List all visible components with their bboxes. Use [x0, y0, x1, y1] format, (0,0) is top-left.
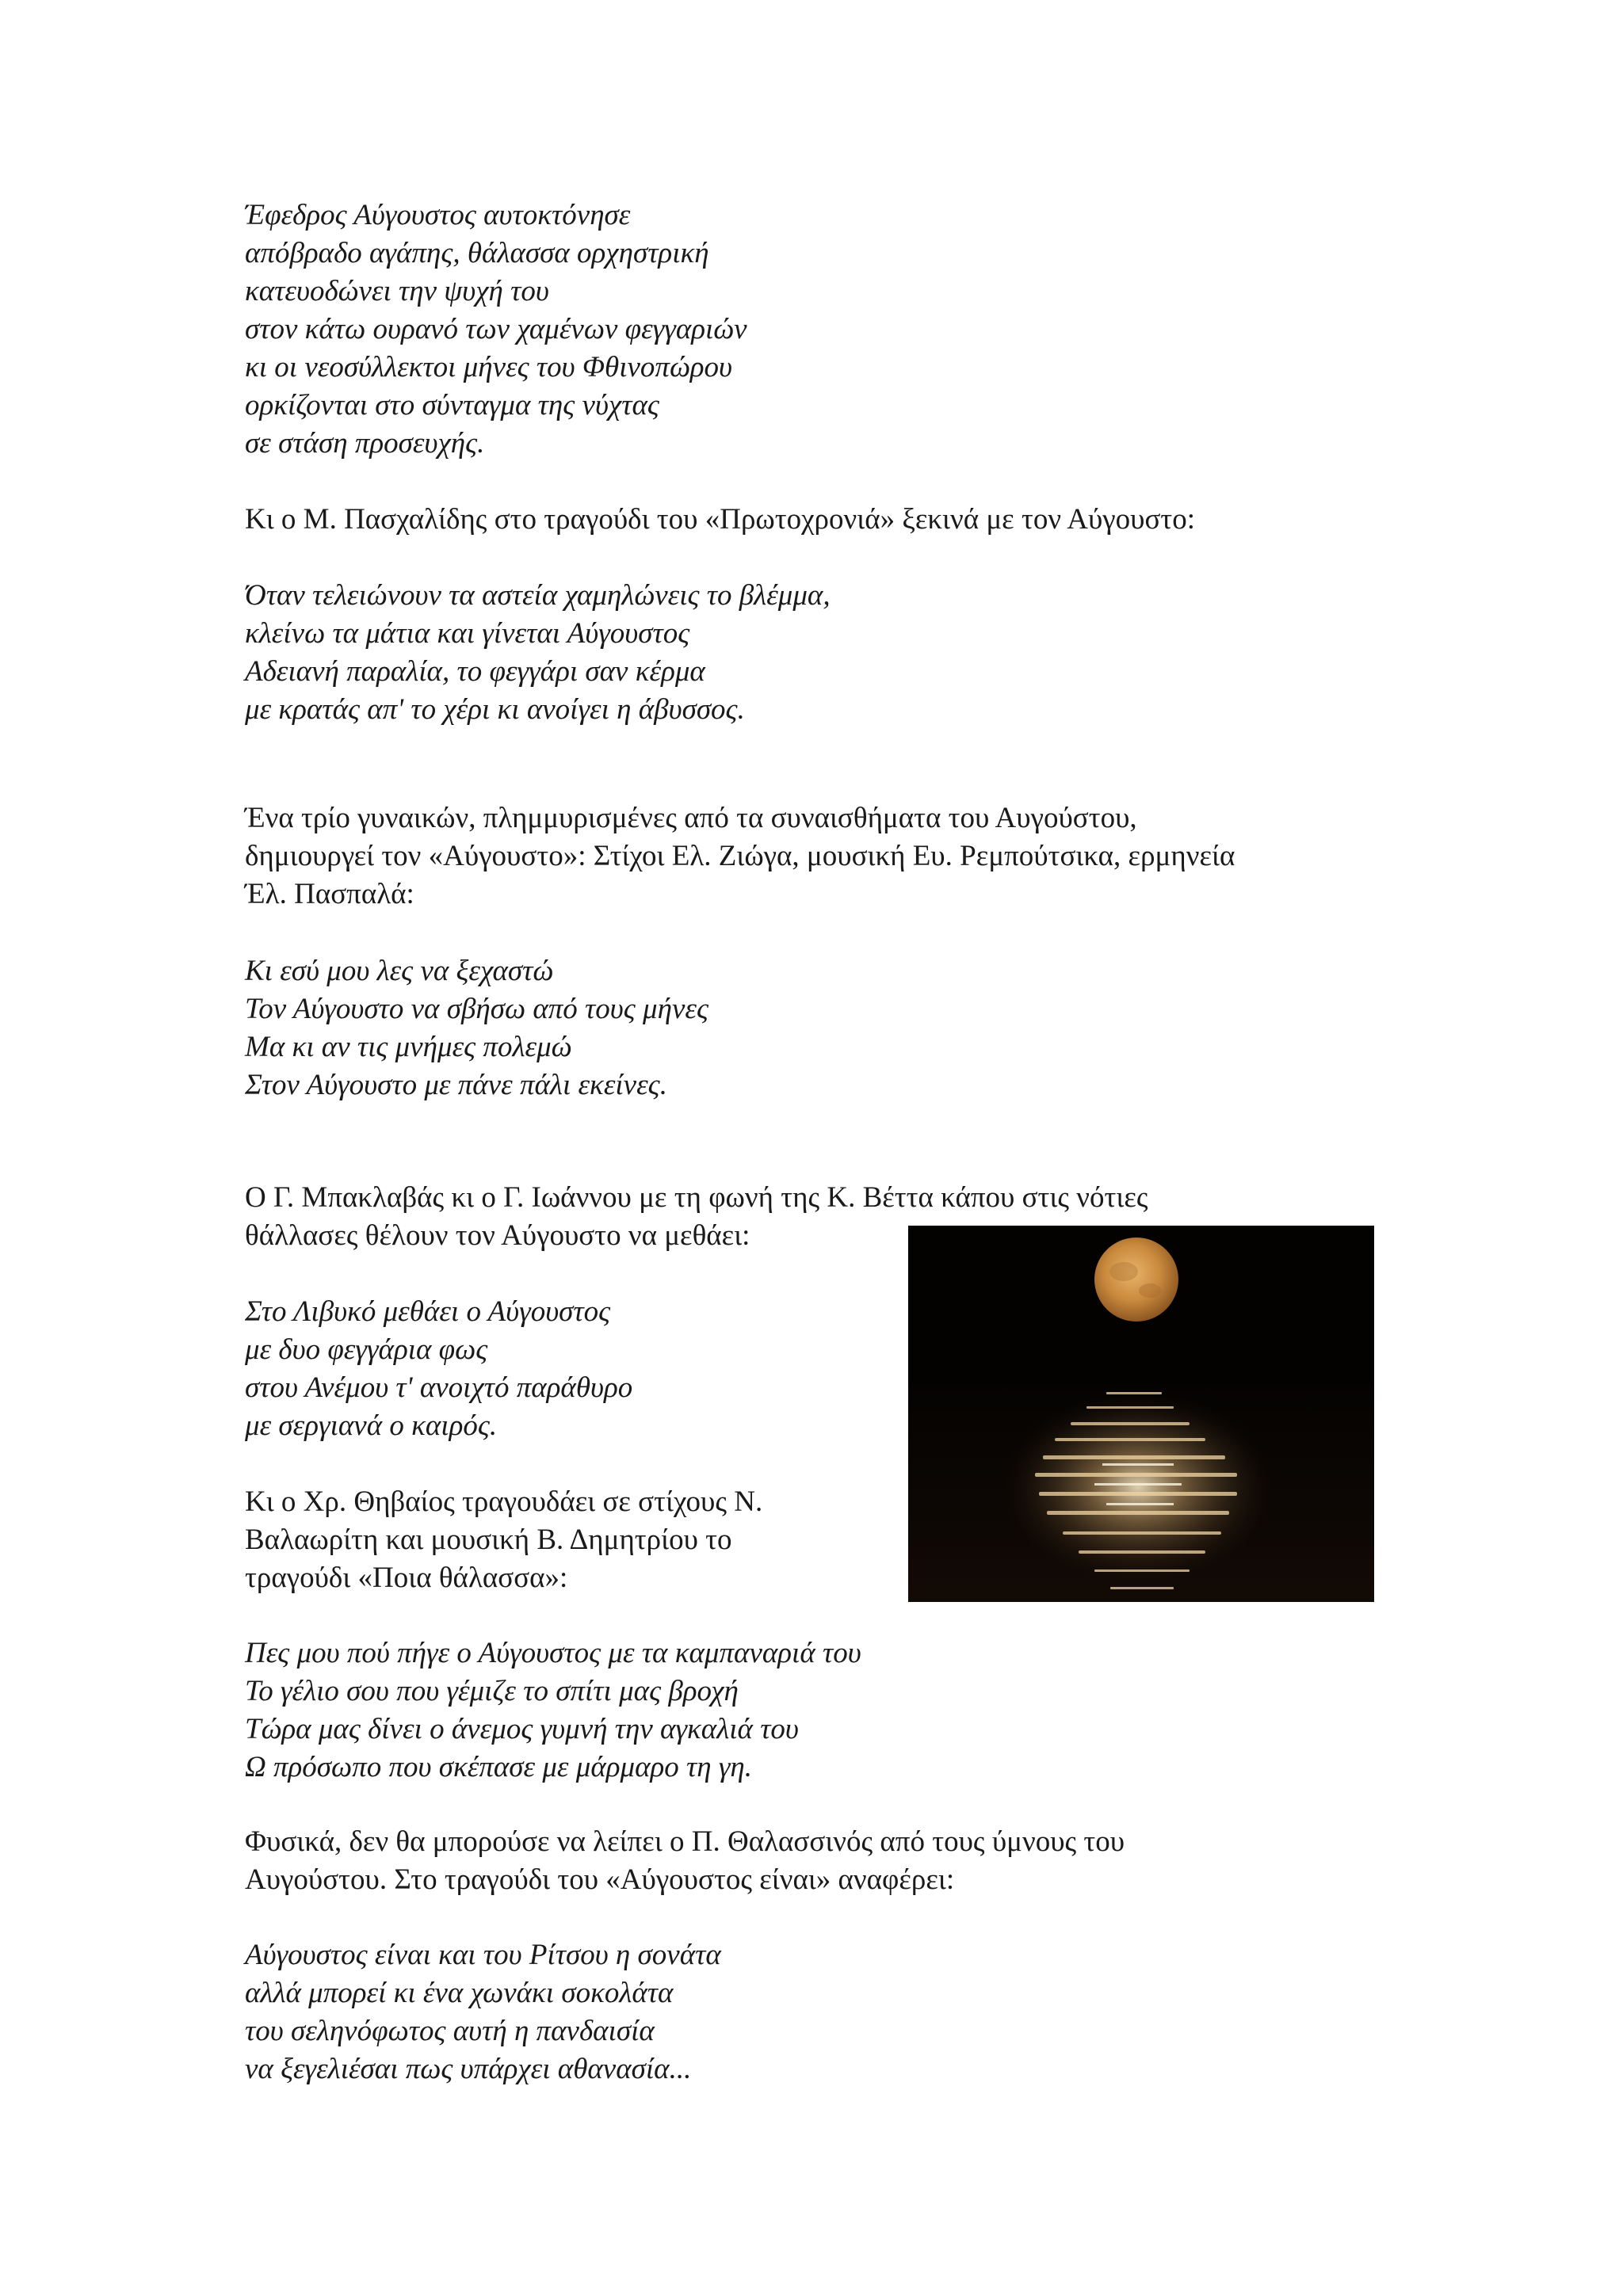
verse-line: Πες μου πού πήγε ο Αύγουστος με τα καμπαναριά του	[245, 1637, 861, 1669]
verse-line: Το γέλιο σου που γέμιζε το σπίτι μας βροχή	[245, 1675, 739, 1707]
poem-excerpt-5	[245, 1634, 1386, 1787]
paragraph-1	[245, 501, 1386, 539]
poem-excerpt-2	[245, 577, 1386, 729]
poem-excerpt-3	[245, 952, 1386, 1104]
poem-excerpt-6	[245, 1936, 1386, 2088]
paragraph-line: Ο Γ. Μπακλαβάς κι ο Γ. Ιωάννου με τη φωνή της Κ. Βέττα κάπου στις νότιες	[245, 1181, 1148, 1214]
verse-line: Ω πρόσωπο που σκέπασε με μάρμαρο τη γη.	[245, 1751, 753, 1783]
verse-line: στον κάτω ουρανό των χαμένων φεγγαριών	[245, 313, 747, 345]
moon-icon	[1094, 1238, 1178, 1322]
poem-excerpt-1	[245, 196, 1386, 463]
paragraph-line: Ένα τρίο γυναικών, πλημμυρισμένες από τα συναισθήματα του Αυγούστου,	[245, 802, 1137, 834]
paragraph-line: Κι ο Χρ. Θηβαίος τραγουδάει σε στίχους Ν.	[245, 1486, 763, 1518]
verse-line: κι οι νεοσύλλεκτοι μήνες του Φθινοπώρου	[245, 351, 733, 383]
verse-line: στου Ανέμου τ' ανοιχτό παράθυρο	[245, 1371, 633, 1404]
verse-line: Τον Αύγουστο να σβήσω από τους μήνες	[245, 993, 708, 1025]
paragraph-2	[245, 799, 1386, 913]
verse-line: αλλά μπορεί κι ένα χωνάκι σοκολάτα	[245, 1977, 674, 2009]
verse-line: με κρατάς απ' το χέρι κι ανοίγει η άβυσσος.	[245, 693, 745, 726]
verse-line: Μα κι αν τις μνήμες πολεμώ	[245, 1031, 572, 1063]
paragraph-line: Έλ. Πασπαλά:	[245, 878, 414, 910]
verse-line: με σεργιανά ο καιρός.	[245, 1409, 498, 1442]
verse-line: σε στάση προσευχής.	[245, 427, 485, 460]
verse-line: με δυο φεγγάρια φως	[245, 1333, 488, 1366]
verse-line: να ξεγελιέσαι πως υπάρχει αθανασία...	[245, 2053, 692, 2085]
paragraph-line: Αυγούστου. Στο τραγούδι του «Αύγουστος είναι» αναφέρει:	[245, 1863, 955, 1896]
verse-line: Όταν τελειώνουν τα αστεία χαμηλώνεις το βλέμμα,	[245, 579, 831, 612]
paragraph-line: Φυσικά, δεν θα μπορούσε να λείπει ο Π. Θαλασσινός από τους ύμνους του	[245, 1825, 1125, 1858]
paragraph-line: δημιουργεί τον «Αύγουστο»: Στίχοι Ελ. Ζιώγα, μουσική Ευ. Ρεμπούτσικα, ερμηνεία	[245, 840, 1235, 872]
paragraph-line: τραγούδι «Ποια θάλασσα»:	[245, 1562, 568, 1594]
paragraph-line: Κι ο Μ. Πασχαλίδης στο τραγούδι του «Πρωτοχρονιά» ξεκινά με τον Αύγουστο:	[245, 503, 1196, 536]
moon-photo-illustration	[908, 1226, 1374, 1602]
verse-line: Στον Αύγουστο με πάνε πάλι εκείνες.	[245, 1069, 667, 1101]
paragraph-line: θάλλασες θέλουν τον Αύγουστο να μεθάει:	[245, 1219, 750, 1252]
paragraph-5	[245, 1823, 1386, 1899]
verse-line: Αύγουστος είναι και του Ρίτσου η σονάτα	[245, 1939, 721, 1971]
verse-line: Αδειανή παραλία, το φεγγάρι σαν κέρμα	[245, 655, 705, 688]
verse-line: Τώρα μας δίνει ο άνεμος γυμνή την αγκαλιά του	[245, 1713, 799, 1745]
paragraph-line: Βαλαωρίτη και μουσική Β. Δημητρίου το	[245, 1524, 732, 1556]
verse-line: Κι εσύ μου λες να ξεχαστώ	[245, 955, 554, 987]
verse-line: απόβραδο αγάπης, θάλασσα ορχηστρική	[245, 237, 709, 269]
verse-line: Έφεδρος Αύγουστος αυτοκτόνησε	[245, 199, 631, 231]
verse-line: του σεληνόφωτος αυτή η πανδαισία	[245, 2015, 655, 2047]
full-moon-over-sea-photo	[908, 1226, 1374, 1602]
verse-line: ορκίζονται στο σύνταγμα της νύχτας	[245, 389, 659, 421]
verse-line: Στο Λιβυκό μεθάει ο Αύγουστος	[245, 1295, 611, 1328]
verse-line: κατευοδώνει την ψυχή του	[245, 275, 549, 307]
verse-line: κλείνω τα μάτια και γίνεται Αύγουστος	[245, 617, 690, 650]
